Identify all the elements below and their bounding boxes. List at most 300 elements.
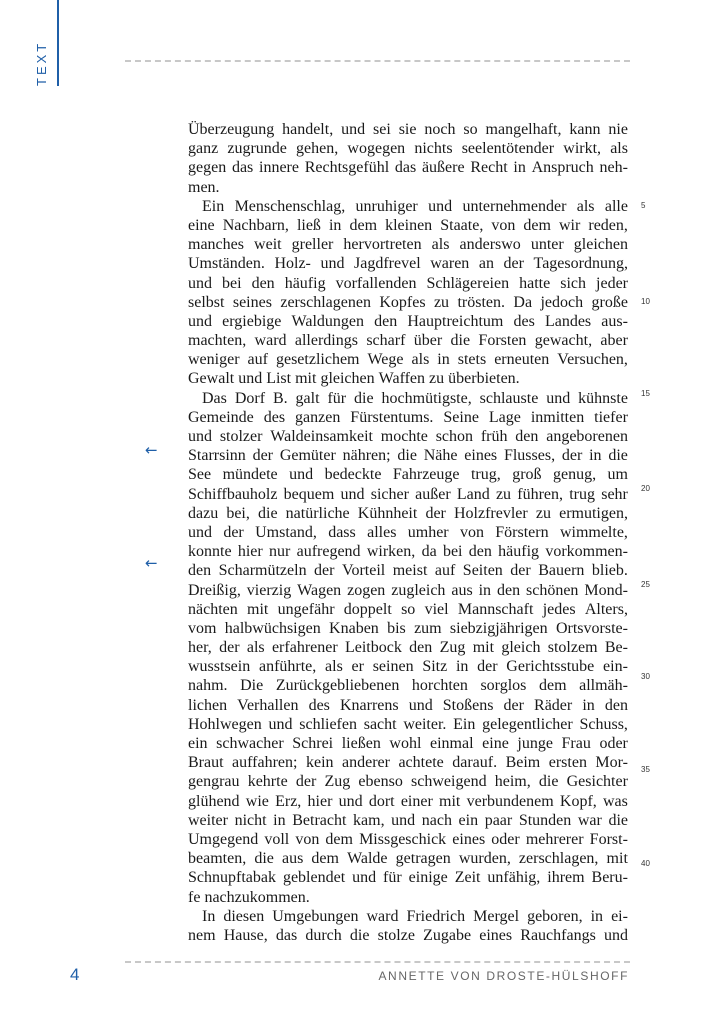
word: bequem — [283, 485, 335, 503]
word: und — [428, 197, 453, 215]
text-line — [188, 542, 628, 561]
word: ein — [458, 811, 479, 829]
line-number: 10 — [641, 297, 650, 306]
word: Rechtsgefühl — [304, 159, 390, 177]
word: den — [604, 696, 628, 714]
word: der — [477, 658, 498, 676]
word: Flusses, — [503, 447, 556, 465]
word: zu — [495, 485, 512, 503]
word: jedoch — [540, 293, 584, 311]
text-line — [188, 581, 628, 600]
word: Erz, — [275, 792, 302, 810]
word: konnte — [188, 543, 232, 561]
text-line — [188, 849, 628, 868]
word: Landes — [544, 312, 592, 330]
word: stolze — [377, 926, 415, 944]
text-line — [188, 792, 628, 811]
word: Fahrzeuge — [392, 466, 460, 484]
word: die — [538, 773, 559, 791]
word: waren — [430, 255, 470, 273]
word: achtete — [398, 754, 444, 772]
word: Missgeschick — [359, 830, 447, 848]
word: des — [263, 408, 286, 426]
word: wirken, — [366, 543, 416, 561]
word: dazu — [188, 504, 219, 522]
word: verbundenem — [466, 792, 554, 810]
line-number: 30 — [641, 672, 650, 681]
word: Forst- — [589, 830, 628, 848]
word: ließen — [341, 735, 381, 752]
word: sicher — [370, 485, 409, 503]
word: Friedrich — [406, 907, 466, 925]
word: Bauern — [538, 562, 585, 580]
word: der — [223, 523, 244, 541]
word: Mannschaft — [457, 600, 534, 618]
word: geblendet — [282, 869, 346, 887]
word: Holzfrevler — [454, 504, 528, 522]
word: kleinen — [385, 216, 433, 234]
word: ungefähr — [277, 600, 335, 618]
text-line — [188, 504, 628, 523]
word: Gewalt — [188, 370, 235, 388]
word: Schlägereien — [426, 274, 510, 292]
word: und — [341, 121, 366, 138]
word: eines — [464, 447, 498, 465]
word: früh — [480, 428, 508, 445]
word: gleich — [501, 639, 541, 657]
word: bedeckte — [324, 466, 382, 484]
word: hochmütigste, — [381, 389, 472, 407]
text-line — [188, 830, 628, 849]
word: junge — [517, 735, 553, 752]
word: und — [391, 811, 416, 829]
word: mit — [472, 639, 495, 657]
word: nicht — [234, 811, 267, 829]
word: einer — [400, 792, 433, 810]
word: Starrsinn — [188, 447, 246, 465]
word: für — [383, 869, 402, 887]
word: und — [188, 428, 212, 445]
word: ersten — [548, 754, 587, 772]
word: Dorf — [234, 389, 266, 407]
word: genug, — [552, 466, 597, 484]
line-number: 40 — [641, 859, 650, 868]
text-line — [188, 408, 628, 427]
word: den — [468, 543, 492, 561]
word: schweigend — [411, 773, 487, 791]
word: große — [591, 293, 628, 311]
word: auf — [434, 562, 456, 580]
running-footer-author: ANNETTE VON DROSTE-HÜLSHOFF — [378, 969, 629, 983]
top-divider — [125, 60, 630, 62]
word: und — [603, 926, 628, 944]
word: Gerichtsstube — [506, 658, 595, 676]
word: zu — [433, 293, 450, 311]
word: wimmelte, — [559, 523, 628, 541]
word: bei — [442, 543, 463, 561]
word: Wagen — [297, 581, 342, 599]
word: ward — [366, 907, 399, 925]
word: Umgegend — [188, 830, 259, 848]
word: ein- — [603, 658, 628, 676]
word: schwacher — [216, 735, 284, 752]
word: Sitz — [422, 658, 448, 676]
word: lichen — [188, 696, 228, 714]
word: Lage — [488, 408, 521, 426]
word: trug — [569, 485, 596, 503]
word: des — [308, 696, 330, 714]
word: nächten — [188, 600, 238, 618]
word: groß — [512, 466, 542, 484]
word: Betracht — [292, 811, 347, 829]
word: den — [496, 581, 521, 599]
text-line — [188, 600, 628, 619]
word: mündete — [222, 466, 278, 484]
word: schlauste — [479, 389, 539, 407]
word: ebenso — [358, 773, 403, 791]
word: zugrunde — [227, 140, 287, 158]
word: gleichen — [573, 236, 628, 254]
word: wurden, — [458, 850, 511, 868]
word: von — [459, 523, 484, 541]
word: ward — [254, 332, 287, 350]
word: angeborenen — [546, 428, 628, 445]
word: Stoßens — [442, 696, 494, 714]
word: auf — [247, 351, 268, 369]
word: Zurückgebliebenen — [275, 677, 400, 695]
word: nähren; — [342, 447, 391, 465]
word: den — [409, 639, 433, 657]
text-line — [188, 753, 628, 772]
word: für — [327, 389, 347, 407]
word: sacht — [363, 715, 397, 733]
word: in — [582, 696, 595, 714]
word: der — [219, 639, 240, 657]
word: kühnste — [578, 389, 628, 407]
word: gengrau — [188, 773, 240, 791]
word: sorglos — [480, 677, 527, 695]
word: wir — [559, 216, 581, 234]
text-line — [188, 254, 628, 273]
word: halbwüchsigen — [224, 619, 321, 637]
word: kein — [305, 754, 334, 772]
text-line — [188, 926, 628, 945]
word: anderswo — [459, 236, 521, 254]
word: B. — [272, 389, 288, 407]
word: umher — [407, 523, 449, 541]
word: men. — [188, 178, 220, 196]
word: Versuchen, — [557, 351, 628, 369]
word: eines — [479, 926, 513, 944]
word: innere — [259, 159, 299, 177]
section-label: TEXT — [34, 40, 49, 86]
word: Kopfes — [379, 293, 426, 311]
word: List — [266, 370, 292, 388]
word: erfahrener — [271, 639, 338, 657]
word: sie — [398, 121, 417, 138]
word: zerschlagen, — [518, 850, 599, 868]
word: in — [437, 351, 450, 369]
word: Schrei — [292, 735, 334, 752]
word: weiter. — [403, 715, 447, 733]
word: die — [349, 926, 370, 944]
word: aus — [281, 850, 304, 868]
word: trug, — [470, 466, 501, 484]
word: das — [231, 159, 254, 177]
word: Schiffbauholz — [188, 485, 278, 503]
word: diesen — [223, 907, 265, 925]
word: und — [340, 485, 365, 503]
text-line — [188, 197, 628, 216]
word: Knarrens — [339, 696, 399, 714]
word: den — [251, 274, 275, 292]
word: den — [515, 428, 539, 445]
word: der — [252, 447, 274, 465]
word: Scharmützeln — [218, 562, 307, 580]
word: auffahren; — [232, 754, 298, 772]
word: paar — [484, 811, 513, 829]
word: als — [431, 236, 450, 254]
word: Schuss, — [579, 715, 628, 733]
word: der — [295, 773, 317, 791]
text-line — [188, 676, 628, 695]
word: aufregend — [296, 543, 361, 561]
word: in — [455, 658, 469, 676]
word: der — [510, 562, 531, 580]
word: sich — [560, 274, 586, 292]
word: her, — [188, 639, 212, 657]
text-line — [188, 293, 628, 312]
word: als — [411, 351, 430, 369]
word: Gemüter — [279, 447, 336, 465]
side-accent-rule — [57, 0, 59, 86]
text-line — [188, 235, 628, 254]
word: Ein — [202, 197, 225, 215]
word: Überzeugung — [188, 121, 275, 138]
word: der — [425, 504, 446, 522]
word: wusstsein — [188, 658, 251, 676]
text-line — [188, 619, 628, 638]
word: Förstern — [495, 523, 549, 541]
word: Rauchfangs — [520, 926, 596, 944]
word: Wege — [367, 351, 404, 369]
word: außer — [415, 485, 451, 503]
word: nachzukommen. — [204, 888, 310, 906]
line-number: 15 — [641, 389, 650, 398]
word: viel — [424, 600, 449, 618]
word: Alters, — [584, 600, 628, 618]
word: seelentötender — [461, 140, 555, 158]
word: weniger — [188, 351, 240, 369]
word: häufig — [498, 543, 540, 561]
word: fe — [188, 888, 201, 906]
body-text — [188, 120, 628, 945]
word: zu — [535, 504, 551, 522]
word: voll — [264, 830, 290, 848]
line-number: 35 — [641, 765, 650, 774]
word: Mor- — [595, 754, 628, 772]
word: Das — [202, 389, 227, 407]
text-line — [188, 350, 628, 369]
text-line — [188, 446, 628, 465]
word: über — [413, 332, 443, 350]
word: bei — [222, 274, 242, 292]
word: Die — [240, 677, 264, 695]
word: den — [374, 312, 398, 330]
word: und — [352, 869, 377, 887]
word: wohl — [389, 735, 422, 752]
bottom-divider — [125, 961, 630, 963]
word: Land — [456, 485, 490, 503]
word: Schnupftabak — [188, 869, 276, 887]
word: nahm. — [188, 677, 228, 695]
word: anderer — [342, 754, 390, 772]
word: und — [188, 523, 212, 541]
word: Holz- — [274, 255, 311, 273]
word: scharf — [366, 332, 406, 350]
word: Ein — [453, 715, 476, 733]
word: von — [295, 830, 320, 848]
word: der — [314, 562, 335, 580]
word: Zugabe — [423, 926, 472, 944]
word: hervortreten — [343, 236, 422, 254]
word: Tagesordnung, — [533, 255, 628, 273]
word: die — [254, 850, 274, 868]
word: und — [408, 696, 433, 714]
word: die — [450, 332, 471, 350]
word: durch — [305, 926, 342, 944]
word: gelegentlicher — [482, 715, 573, 733]
word: zugleich — [391, 581, 446, 599]
word: seinen — [372, 658, 414, 676]
word: bei, — [226, 504, 250, 522]
word: stolzer — [219, 428, 263, 445]
word: greller — [291, 236, 334, 254]
word: mehrerer — [525, 830, 584, 848]
text-line — [188, 139, 628, 158]
word: mochte — [380, 428, 428, 445]
word: aber — [600, 332, 628, 350]
word: gegen — [188, 159, 227, 177]
word: in — [513, 159, 526, 177]
word: die — [608, 447, 628, 465]
text-line — [188, 523, 628, 542]
text-line — [188, 715, 628, 734]
word: mangelhaft, — [485, 121, 562, 138]
word: stets — [457, 351, 487, 369]
word: kam, — [353, 811, 385, 829]
word: überbieten. — [448, 370, 520, 388]
word: Beru- — [591, 869, 628, 887]
word: von — [491, 216, 516, 234]
word: neh- — [599, 159, 628, 177]
text-line — [188, 465, 628, 484]
word: und — [188, 274, 212, 292]
text-line — [188, 811, 628, 830]
word: als — [576, 197, 595, 215]
text-line — [188, 734, 628, 753]
text-line — [188, 369, 628, 388]
word: kehrte — [247, 773, 288, 791]
word: Da — [513, 293, 533, 311]
word: Waffen — [378, 370, 426, 388]
word: war — [577, 811, 602, 829]
text-line — [188, 158, 628, 177]
word: was — [603, 792, 628, 810]
word: Fürstentums. — [350, 408, 434, 426]
word: gesetzlichem — [275, 351, 360, 369]
word: oder — [599, 735, 628, 752]
word: und — [320, 255, 345, 273]
word: dem — [538, 677, 567, 695]
word: Walde — [347, 850, 388, 868]
word: und — [238, 370, 263, 388]
word: mit — [606, 850, 628, 868]
word: schönen — [526, 581, 579, 599]
word: Menschenschlag, — [234, 197, 346, 215]
word: Zeit — [454, 869, 481, 887]
word: Forsten — [478, 332, 527, 350]
word: weiter — [188, 811, 228, 829]
word: eine — [482, 735, 509, 752]
word: Beim — [505, 754, 541, 772]
word: vom — [188, 619, 217, 637]
word: wirkt, — [563, 140, 602, 158]
word: ein — [188, 735, 208, 752]
word: In — [202, 907, 216, 925]
word: beamten, — [188, 850, 247, 868]
text-line — [188, 638, 628, 657]
word: sei — [373, 121, 391, 138]
word: Leitbock — [344, 639, 402, 657]
word: häufig — [284, 274, 326, 292]
word: getragen — [395, 850, 451, 868]
word: Zug — [439, 639, 466, 657]
word: oder — [491, 830, 520, 848]
word: Waldeinsamkeit — [270, 428, 373, 445]
word: bis — [387, 619, 406, 637]
word: wogegen — [347, 140, 406, 158]
word: trösten. — [457, 293, 505, 311]
word: Gemeinde — [188, 408, 254, 426]
word: die — [608, 811, 628, 829]
word: der — [561, 447, 583, 465]
word: nur — [268, 543, 291, 561]
text-line — [188, 427, 628, 446]
word: um — [607, 466, 628, 484]
word: inmitten — [530, 408, 585, 426]
word: und — [289, 466, 314, 484]
word: mit — [439, 792, 461, 810]
text-line — [188, 561, 628, 580]
text-line — [188, 485, 628, 504]
word: hier — [237, 543, 263, 561]
word: weit — [254, 236, 282, 254]
word: des — [513, 312, 535, 330]
word: an — [478, 255, 494, 273]
word: glühend — [188, 792, 240, 810]
word: unternehmender — [462, 197, 567, 215]
word: ganzen — [295, 408, 341, 426]
word: Gesichter — [566, 773, 628, 791]
word: in — [478, 581, 492, 599]
word: Kopf, — [559, 792, 597, 810]
word: unruhiger — [355, 197, 418, 215]
word: gleichen — [320, 370, 375, 388]
word: Ortsvorste- — [555, 619, 628, 637]
word: natürliche — [285, 504, 350, 522]
word: äußere — [421, 159, 465, 177]
